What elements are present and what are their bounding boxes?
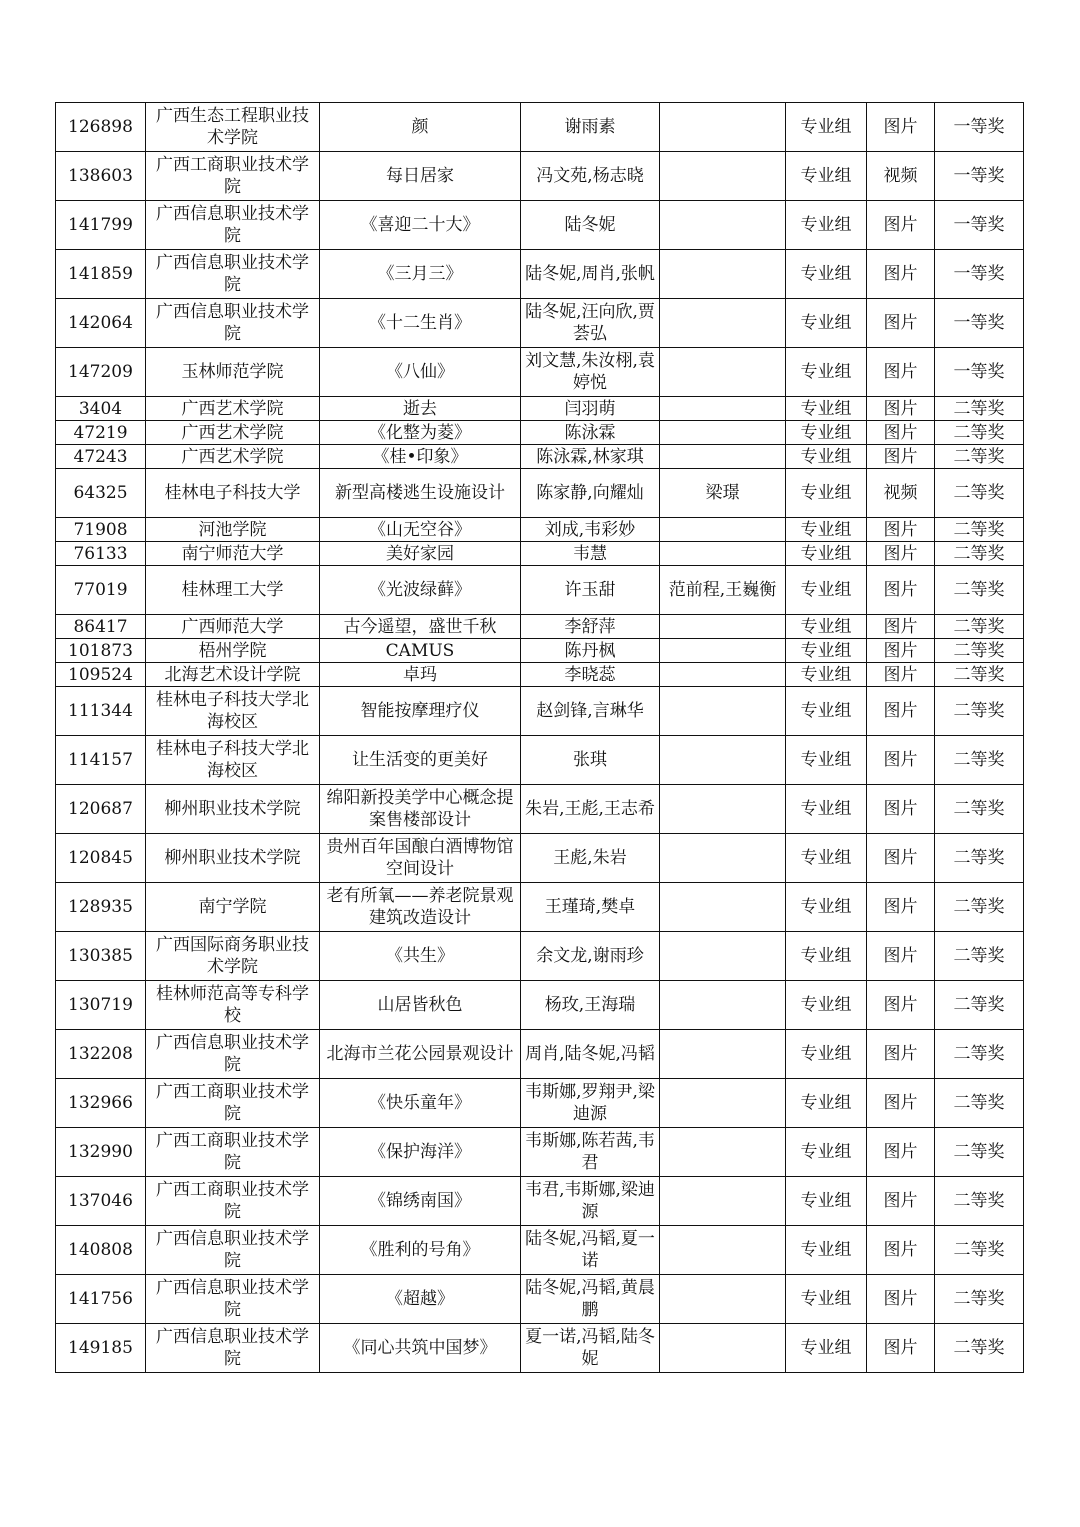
media-type-cell: 图片 <box>867 1177 935 1226</box>
media-type-cell: 图片 <box>867 445 935 469</box>
group-cell: 专业组 <box>786 1324 867 1373</box>
advisor-cell <box>660 421 786 445</box>
advisor-cell <box>660 932 786 981</box>
table-row <box>56 348 1024 397</box>
table-row <box>56 883 1024 932</box>
award-cell: 二等奖 <box>935 542 1024 566</box>
authors-cell: 周肖,陆冬妮,冯韬 <box>521 1030 660 1079</box>
table-row <box>56 152 1024 201</box>
award-cell: 二等奖 <box>935 981 1024 1030</box>
school-cell: 桂林师范高等专科学校 <box>146 981 320 1030</box>
media-type-cell: 图片 <box>867 542 935 566</box>
award-cell: 二等奖 <box>935 421 1024 445</box>
school-cell: 广西信息职业技术学院 <box>146 1030 320 1079</box>
award-cell: 二等奖 <box>935 518 1024 542</box>
entry-id-cell: 149185 <box>56 1324 146 1373</box>
table-row <box>56 469 1024 518</box>
work-title-cell: 《超越》 <box>320 1275 521 1324</box>
work-title-cell: 颜 <box>320 103 521 152</box>
media-type-cell: 图片 <box>867 348 935 397</box>
entry-id-cell: 132990 <box>56 1128 146 1177</box>
school-cell: 桂林理工大学 <box>146 566 320 615</box>
work-title-cell: 《保护海洋》 <box>320 1128 521 1177</box>
award-cell: 二等奖 <box>935 736 1024 785</box>
school-cell: 广西国际商务职业技术学院 <box>146 932 320 981</box>
media-type-cell: 图片 <box>867 785 935 834</box>
school-cell: 广西工商职业技术学院 <box>146 152 320 201</box>
school-cell: 广西工商职业技术学院 <box>146 1177 320 1226</box>
work-title-cell: 老有所氧——养老院景观建筑改造设计 <box>320 883 521 932</box>
school-cell: 广西信息职业技术学院 <box>146 201 320 250</box>
table-row <box>56 1177 1024 1226</box>
school-cell: 桂林电子科技大学 <box>146 469 320 518</box>
media-type-cell: 图片 <box>867 421 935 445</box>
advisor-cell <box>660 518 786 542</box>
work-title-cell: 《光波绿藓》 <box>320 566 521 615</box>
table-row <box>56 445 1024 469</box>
school-cell: 广西信息职业技术学院 <box>146 1226 320 1275</box>
authors-cell: 朱岩,王彪,王志希 <box>521 785 660 834</box>
work-title-cell: 《山无空谷》 <box>320 518 521 542</box>
work-title-cell: 《共生》 <box>320 932 521 981</box>
award-cell: 二等奖 <box>935 1030 1024 1079</box>
advisor-cell <box>660 687 786 736</box>
entry-id-cell: 3404 <box>56 397 146 421</box>
award-cell: 二等奖 <box>935 785 1024 834</box>
advisor-cell <box>660 663 786 687</box>
award-cell: 一等奖 <box>935 152 1024 201</box>
media-type-cell: 图片 <box>867 397 935 421</box>
group-cell: 专业组 <box>786 639 867 663</box>
award-cell: 二等奖 <box>935 1275 1024 1324</box>
entry-id-cell: 140808 <box>56 1226 146 1275</box>
award-cell: 二等奖 <box>935 1128 1024 1177</box>
advisor-cell <box>660 397 786 421</box>
entry-id-cell: 130385 <box>56 932 146 981</box>
media-type-cell: 图片 <box>867 687 935 736</box>
authors-cell: 王彪,朱岩 <box>521 834 660 883</box>
group-cell: 专业组 <box>786 687 867 736</box>
table-row <box>56 250 1024 299</box>
work-title-cell: 美好家园 <box>320 542 521 566</box>
advisor-cell <box>660 615 786 639</box>
media-type-cell: 视频 <box>867 469 935 518</box>
work-title-cell: 让生活变的更美好 <box>320 736 521 785</box>
media-type-cell: 图片 <box>867 1030 935 1079</box>
authors-cell: 张琪 <box>521 736 660 785</box>
media-type-cell: 图片 <box>867 299 935 348</box>
school-cell: 广西信息职业技术学院 <box>146 299 320 348</box>
media-type-cell: 图片 <box>867 834 935 883</box>
table-row <box>56 1275 1024 1324</box>
advisor-cell <box>660 883 786 932</box>
work-title-cell: 《胜利的号角》 <box>320 1226 521 1275</box>
group-cell: 专业组 <box>786 615 867 639</box>
group-cell: 专业组 <box>786 445 867 469</box>
authors-cell: 韦斯娜,陈若茜,韦君 <box>521 1128 660 1177</box>
media-type-cell: 图片 <box>867 1324 935 1373</box>
school-cell: 南宁师范大学 <box>146 542 320 566</box>
work-title-cell: 绵阳新投美学中心概念提案售楼部设计 <box>320 785 521 834</box>
work-title-cell: 《快乐童年》 <box>320 1079 521 1128</box>
table-row <box>56 687 1024 736</box>
work-title-cell: 山居皆秋色 <box>320 981 521 1030</box>
media-type-cell: 图片 <box>867 201 935 250</box>
advisor-cell <box>660 348 786 397</box>
table-row <box>56 103 1024 152</box>
awards-table <box>55 102 1024 1373</box>
advisor-cell <box>660 103 786 152</box>
media-type-cell: 图片 <box>867 981 935 1030</box>
award-cell: 一等奖 <box>935 250 1024 299</box>
work-title-cell: 每日居家 <box>320 152 521 201</box>
authors-cell: 刘成,韦彩妙 <box>521 518 660 542</box>
school-cell: 柳州职业技术学院 <box>146 785 320 834</box>
entry-id-cell: 138603 <box>56 152 146 201</box>
authors-cell: 许玉甜 <box>521 566 660 615</box>
work-title-cell: 卓玛 <box>320 663 521 687</box>
work-title-cell: 《化整为菱》 <box>320 421 521 445</box>
award-cell: 二等奖 <box>935 1079 1024 1128</box>
table-row <box>56 518 1024 542</box>
school-cell: 广西工商职业技术学院 <box>146 1079 320 1128</box>
school-cell: 广西师范大学 <box>146 615 320 639</box>
table-row <box>56 1324 1024 1373</box>
entry-id-cell: 114157 <box>56 736 146 785</box>
work-title-cell: 《十二生肖》 <box>320 299 521 348</box>
authors-cell: 陆冬妮 <box>521 201 660 250</box>
school-cell: 玉林师范学院 <box>146 348 320 397</box>
entry-id-cell: 109524 <box>56 663 146 687</box>
award-cell: 二等奖 <box>935 1324 1024 1373</box>
table-row <box>56 201 1024 250</box>
media-type-cell: 图片 <box>867 736 935 785</box>
authors-cell: 陆冬妮,汪向欣,贾荟弘 <box>521 299 660 348</box>
school-cell: 南宁学院 <box>146 883 320 932</box>
school-cell: 北海艺术设计学院 <box>146 663 320 687</box>
school-cell: 柳州职业技术学院 <box>146 834 320 883</box>
entry-id-cell: 128935 <box>56 883 146 932</box>
authors-cell: 余文龙,谢雨珍 <box>521 932 660 981</box>
authors-cell: 韦君,韦斯娜,梁迪源 <box>521 1177 660 1226</box>
advisor-cell: 梁璟 <box>660 469 786 518</box>
group-cell: 专业组 <box>786 883 867 932</box>
group-cell: 专业组 <box>786 1079 867 1128</box>
advisor-cell <box>660 785 786 834</box>
authors-cell: 陆冬妮,冯韬,黄晨鹏 <box>521 1275 660 1324</box>
table-row <box>56 397 1024 421</box>
school-cell: 广西艺术学院 <box>146 421 320 445</box>
authors-cell: 王瑾琦,樊卓 <box>521 883 660 932</box>
entry-id-cell: 141859 <box>56 250 146 299</box>
award-cell: 二等奖 <box>935 1226 1024 1275</box>
entry-id-cell: 147209 <box>56 348 146 397</box>
advisor-cell <box>660 1128 786 1177</box>
group-cell: 专业组 <box>786 1030 867 1079</box>
media-type-cell: 图片 <box>867 566 935 615</box>
entry-id-cell: 120687 <box>56 785 146 834</box>
table-row <box>56 1226 1024 1275</box>
authors-cell: 刘文慧,朱汝栩,袁婷悦 <box>521 348 660 397</box>
work-title-cell: 贵州百年国酿白酒博物馆空间设计 <box>320 834 521 883</box>
work-title-cell: 《八仙》 <box>320 348 521 397</box>
media-type-cell: 图片 <box>867 639 935 663</box>
authors-cell: 陈泳霖,林家琪 <box>521 445 660 469</box>
group-cell: 专业组 <box>786 103 867 152</box>
group-cell: 专业组 <box>786 566 867 615</box>
table-row <box>56 615 1024 639</box>
authors-cell: 夏一诺,冯韬,陆冬妮 <box>521 1324 660 1373</box>
school-cell: 广西信息职业技术学院 <box>146 1275 320 1324</box>
table-row <box>56 1128 1024 1177</box>
entry-id-cell: 76133 <box>56 542 146 566</box>
entry-id-cell: 47243 <box>56 445 146 469</box>
advisor-cell <box>660 1079 786 1128</box>
school-cell: 河池学院 <box>146 518 320 542</box>
group-cell: 专业组 <box>786 663 867 687</box>
work-title-cell: 《锦绣南国》 <box>320 1177 521 1226</box>
authors-cell: 陈家静,向耀灿 <box>521 469 660 518</box>
advisor-cell <box>660 1030 786 1079</box>
group-cell: 专业组 <box>786 542 867 566</box>
work-title-cell: 北海市兰花公园景观设计 <box>320 1030 521 1079</box>
authors-cell: 陆冬妮,周肖,张帆 <box>521 250 660 299</box>
table-row <box>56 542 1024 566</box>
entry-id-cell: 142064 <box>56 299 146 348</box>
entry-id-cell: 71908 <box>56 518 146 542</box>
entry-id-cell: 77019 <box>56 566 146 615</box>
advisor-cell <box>660 736 786 785</box>
media-type-cell: 图片 <box>867 1079 935 1128</box>
group-cell: 专业组 <box>786 834 867 883</box>
group-cell: 专业组 <box>786 1275 867 1324</box>
award-cell: 一等奖 <box>935 201 1024 250</box>
table-row <box>56 299 1024 348</box>
advisor-cell <box>660 1226 786 1275</box>
award-cell: 一等奖 <box>935 348 1024 397</box>
school-cell: 桂林电子科技大学北海校区 <box>146 736 320 785</box>
advisor-cell <box>660 445 786 469</box>
entry-id-cell: 126898 <box>56 103 146 152</box>
award-cell: 一等奖 <box>935 103 1024 152</box>
table-row <box>56 785 1024 834</box>
award-cell: 二等奖 <box>935 615 1024 639</box>
school-cell: 广西信息职业技术学院 <box>146 250 320 299</box>
authors-cell: 陈丹枫 <box>521 639 660 663</box>
media-type-cell: 图片 <box>867 883 935 932</box>
table-row <box>56 663 1024 687</box>
work-title-cell: 新型高楼逃生设施设计 <box>320 469 521 518</box>
authors-cell: 谢雨素 <box>521 103 660 152</box>
award-cell: 二等奖 <box>935 397 1024 421</box>
work-title-cell: 《桂•印象》 <box>320 445 521 469</box>
school-cell: 桂林电子科技大学北海校区 <box>146 687 320 736</box>
media-type-cell: 图片 <box>867 1226 935 1275</box>
advisor-cell <box>660 1275 786 1324</box>
award-cell: 二等奖 <box>935 445 1024 469</box>
school-cell: 广西生态工程职业技术学院 <box>146 103 320 152</box>
award-cell: 二等奖 <box>935 663 1024 687</box>
school-cell: 广西工商职业技术学院 <box>146 1128 320 1177</box>
group-cell: 专业组 <box>786 932 867 981</box>
group-cell: 专业组 <box>786 421 867 445</box>
group-cell: 专业组 <box>786 785 867 834</box>
advisor-cell <box>660 1177 786 1226</box>
authors-cell: 杨玫,王海瑞 <box>521 981 660 1030</box>
entry-id-cell: 130719 <box>56 981 146 1030</box>
group-cell: 专业组 <box>786 469 867 518</box>
work-title-cell: 《喜迎二十大》 <box>320 201 521 250</box>
authors-cell: 冯文苑,杨志晓 <box>521 152 660 201</box>
table-row <box>56 421 1024 445</box>
group-cell: 专业组 <box>786 250 867 299</box>
award-cell: 二等奖 <box>935 932 1024 981</box>
advisor-cell: 范前程,王巍衡 <box>660 566 786 615</box>
work-title-cell: 智能按摩理疗仪 <box>320 687 521 736</box>
entry-id-cell: 64325 <box>56 469 146 518</box>
table-row <box>56 566 1024 615</box>
award-cell: 二等奖 <box>935 639 1024 663</box>
advisor-cell <box>660 250 786 299</box>
entry-id-cell: 111344 <box>56 687 146 736</box>
entry-id-cell: 86417 <box>56 615 146 639</box>
authors-cell: 李晓蕊 <box>521 663 660 687</box>
media-type-cell: 视频 <box>867 152 935 201</box>
advisor-cell <box>660 152 786 201</box>
table-row <box>56 1079 1024 1128</box>
advisor-cell <box>660 639 786 663</box>
award-cell: 一等奖 <box>935 299 1024 348</box>
media-type-cell: 图片 <box>867 518 935 542</box>
media-type-cell: 图片 <box>867 250 935 299</box>
table-row <box>56 639 1024 663</box>
work-title-cell: 逝去 <box>320 397 521 421</box>
table-body <box>56 103 1024 1373</box>
table-row <box>56 834 1024 883</box>
group-cell: 专业组 <box>786 1226 867 1275</box>
school-cell: 广西艺术学院 <box>146 445 320 469</box>
work-title-cell: 《三月三》 <box>320 250 521 299</box>
authors-cell: 闫羽萌 <box>521 397 660 421</box>
media-type-cell: 图片 <box>867 663 935 687</box>
work-title-cell: 《同心共筑中国梦》 <box>320 1324 521 1373</box>
authors-cell: 陆冬妮,冯韬,夏一诺 <box>521 1226 660 1275</box>
table-row <box>56 932 1024 981</box>
authors-cell: 陈泳霖 <box>521 421 660 445</box>
media-type-cell: 图片 <box>867 1128 935 1177</box>
entry-id-cell: 141799 <box>56 201 146 250</box>
table-row <box>56 981 1024 1030</box>
work-title-cell: CAMUS <box>320 639 521 663</box>
award-cell: 二等奖 <box>935 566 1024 615</box>
advisor-cell <box>660 542 786 566</box>
media-type-cell: 图片 <box>867 103 935 152</box>
work-title-cell: 古今遥望，盛世千秋 <box>320 615 521 639</box>
group-cell: 专业组 <box>786 201 867 250</box>
media-type-cell: 图片 <box>867 615 935 639</box>
group-cell: 专业组 <box>786 518 867 542</box>
authors-cell: 赵剑锋,言琳华 <box>521 687 660 736</box>
entry-id-cell: 132966 <box>56 1079 146 1128</box>
group-cell: 专业组 <box>786 1177 867 1226</box>
award-cell: 二等奖 <box>935 883 1024 932</box>
group-cell: 专业组 <box>786 299 867 348</box>
authors-cell: 李舒萍 <box>521 615 660 639</box>
advisor-cell <box>660 201 786 250</box>
group-cell: 专业组 <box>786 397 867 421</box>
advisor-cell <box>660 834 786 883</box>
group-cell: 专业组 <box>786 981 867 1030</box>
group-cell: 专业组 <box>786 736 867 785</box>
entry-id-cell: 137046 <box>56 1177 146 1226</box>
entry-id-cell: 47219 <box>56 421 146 445</box>
group-cell: 专业组 <box>786 348 867 397</box>
advisor-cell <box>660 1324 786 1373</box>
authors-cell: 韦斯娜,罗翔尹,梁迪源 <box>521 1079 660 1128</box>
award-cell: 二等奖 <box>935 687 1024 736</box>
entry-id-cell: 132208 <box>56 1030 146 1079</box>
school-cell: 广西艺术学院 <box>146 397 320 421</box>
school-cell: 梧州学院 <box>146 639 320 663</box>
authors-cell: 韦慧 <box>521 542 660 566</box>
media-type-cell: 图片 <box>867 1275 935 1324</box>
entry-id-cell: 120845 <box>56 834 146 883</box>
media-type-cell: 图片 <box>867 932 935 981</box>
entry-id-cell: 101873 <box>56 639 146 663</box>
award-cell: 二等奖 <box>935 469 1024 518</box>
advisor-cell <box>660 299 786 348</box>
award-cell: 二等奖 <box>935 1177 1024 1226</box>
table-row <box>56 1030 1024 1079</box>
school-cell: 广西信息职业技术学院 <box>146 1324 320 1373</box>
table-row <box>56 736 1024 785</box>
entry-id-cell: 141756 <box>56 1275 146 1324</box>
advisor-cell <box>660 981 786 1030</box>
group-cell: 专业组 <box>786 152 867 201</box>
group-cell: 专业组 <box>786 1128 867 1177</box>
award-cell: 二等奖 <box>935 834 1024 883</box>
